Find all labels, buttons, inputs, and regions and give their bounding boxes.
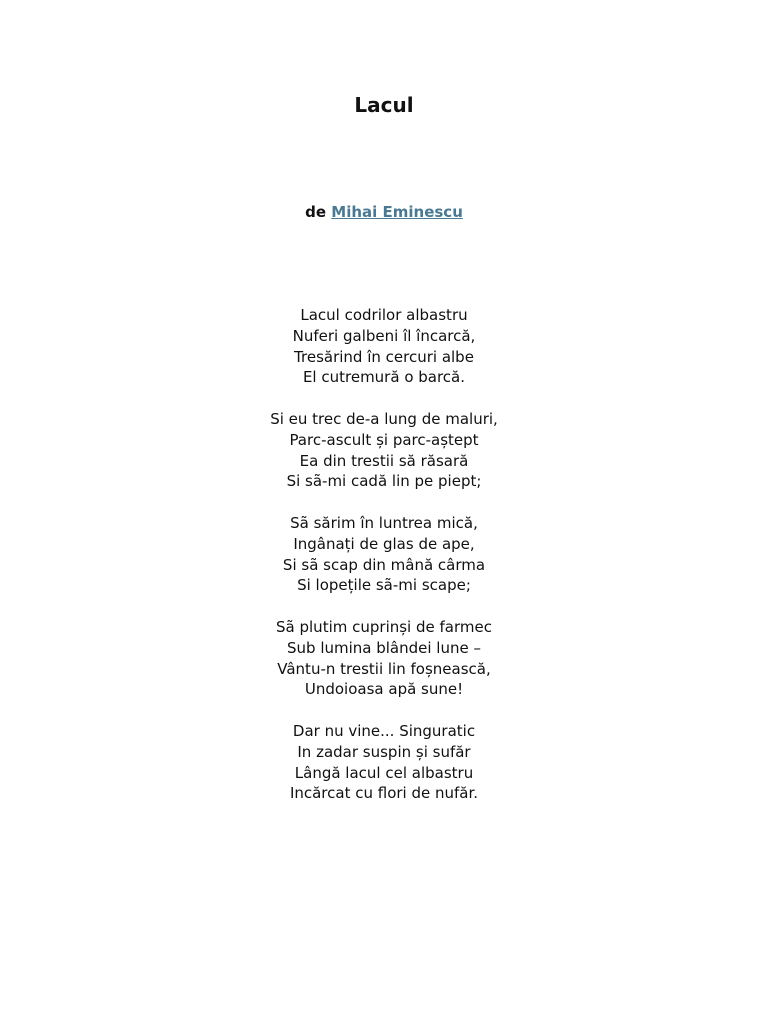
poem-title: Lacul [354,93,414,117]
stanza-4 [0,617,768,700]
poem-line: Si lopețile sã-mi scape; [297,576,471,595]
poem-line: El cutremură o barcă. [302,368,466,387]
poem-line: Undoioasa apă sune! [304,680,464,699]
poem-body [0,305,768,825]
poem-line: Ea din trestii să răsară [299,451,469,470]
poem-line: Sã sărim în luntrea mică, [290,513,478,532]
author-link[interactable]: Mihai Eminescu [331,203,463,221]
poem-line: Si eu trec de-a lung de maluri, [270,409,498,428]
poem-line: Ingânați de glas de ape, [293,534,475,553]
stanza-5 [0,721,768,804]
poem-line: In zadar suspin și sufăr [297,742,471,761]
poem-line: Dar nu vine... Singuratic [292,721,476,740]
stanza-2 [0,409,768,492]
poem-line: Lângă lacul cel albastru [294,763,474,782]
byline-prefix: de [305,203,332,221]
poem-line: Vântu-n trestii lin foșnească, [277,659,491,678]
poem-line: Tresărind în cercuri albe [294,347,474,366]
poem-line: Nuferi galbeni îl încarcă, [292,326,476,345]
poem-line: Sã plutim cuprinși de farmec [276,617,492,636]
poem-line: Lacul codrilor albastru [300,306,468,324]
byline [0,201,768,223]
poem-line: Si sã scap din mână cârma [282,555,486,574]
stanza-3 [0,513,768,596]
poem-line: Incărcat cu flori de nufăr. [289,784,479,803]
poem-line: Parc-ascult și parc-aștept [289,430,479,449]
poem-line: Sub lumina blândei lune – [287,638,481,657]
stanza-1 [0,305,768,388]
poem-line: Si sã-mi cadă lin pe piept; [286,472,482,491]
